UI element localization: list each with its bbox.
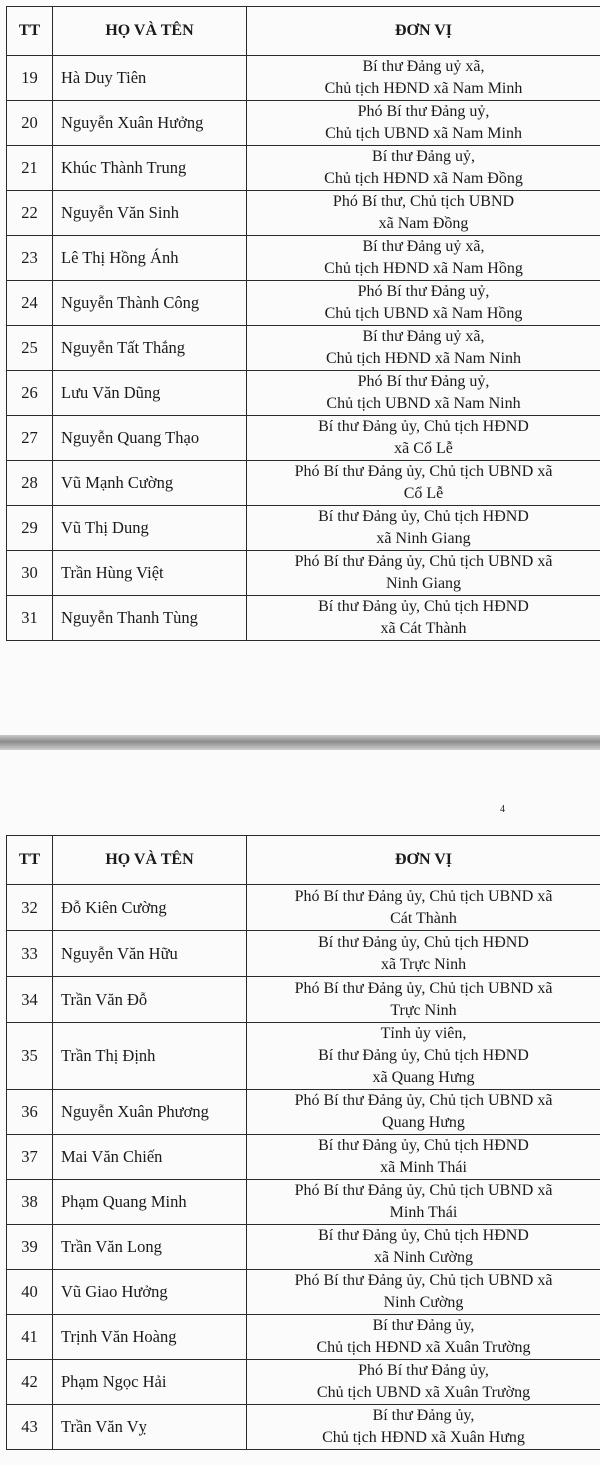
header-tt: TT bbox=[7, 7, 53, 56]
table-row bbox=[7, 1135, 600, 1180]
row-number: 32 bbox=[7, 885, 53, 931]
person-name: Lưu Văn Dũng bbox=[53, 371, 247, 416]
unit-title: Bí thư Đảng ủy, Chủ tịch HĐND xã Ninh Giang bbox=[247, 506, 600, 551]
row-number: 19 bbox=[7, 56, 53, 101]
person-name: Nguyễn Tất Thắng bbox=[53, 326, 247, 371]
table-row bbox=[7, 506, 600, 551]
row-number: 34 bbox=[7, 977, 53, 1023]
unit-title: Phó Bí thư Đảng uỷ, Chủ tịch UBND xã Nam Hồng bbox=[247, 281, 600, 326]
person-name: Nguyễn Thanh Tùng bbox=[53, 596, 247, 641]
table-row bbox=[7, 101, 600, 146]
row-number: 26 bbox=[7, 371, 53, 416]
unit-title: Phó Bí thư, Chủ tịch UBND xã Nam Đồng bbox=[247, 191, 600, 236]
row-number: 23 bbox=[7, 236, 53, 281]
table-row bbox=[7, 931, 600, 977]
row-number: 42 bbox=[7, 1360, 53, 1405]
person-name: Nguyễn Văn Hữu bbox=[53, 931, 247, 977]
table-row bbox=[7, 281, 600, 326]
unit-title: Phó Bí thư Đảng ủy, Chủ tịch UBND xã Minh Thái bbox=[247, 1180, 600, 1225]
person-name: Khúc Thành Trung bbox=[53, 146, 247, 191]
unit-title: Bí thư Đảng ủy, Chủ tịch HĐND xã Ninh Cường bbox=[247, 1225, 600, 1270]
header-unit: ĐƠN VỊ bbox=[247, 836, 600, 885]
table-row bbox=[7, 56, 600, 101]
header-tt: TT bbox=[7, 836, 53, 885]
person-name: Vũ Mạnh Cường bbox=[53, 461, 247, 506]
unit-title: Bí thư Đảng ủy, Chủ tịch HĐND xã Trực Ninh bbox=[247, 931, 600, 977]
row-number: 25 bbox=[7, 326, 53, 371]
table-row bbox=[7, 551, 600, 596]
person-name: Vũ Thị Dung bbox=[53, 506, 247, 551]
person-name: Trần Hùng Việt bbox=[53, 551, 247, 596]
person-name: Nguyễn Xuân Phương bbox=[53, 1090, 247, 1135]
person-name: Trần Văn Long bbox=[53, 1225, 247, 1270]
row-number: 38 bbox=[7, 1180, 53, 1225]
unit-title: Phó Bí thư Đảng ủy, Chủ tịch UBND xã Cát Thành bbox=[247, 885, 600, 931]
unit-title: Bí thư Đảng ủy, Chủ tịch HĐND xã Cát Thành bbox=[247, 596, 600, 641]
unit-title: Phó Bí thư Đảng ủy, Chủ tịch UBND xã Quang Hưng bbox=[247, 1090, 600, 1135]
table-row bbox=[7, 191, 600, 236]
page-separator bbox=[0, 735, 600, 750]
table-row bbox=[7, 1405, 600, 1450]
row-number: 30 bbox=[7, 551, 53, 596]
unit-title: Bí thư Đảng uỷ xã, Chủ tịch HĐND xã Nam Minh bbox=[247, 56, 600, 101]
person-name: Vũ Giao Hưởng bbox=[53, 1270, 247, 1315]
unit-title: Bí thư Đảng uỷ, Chủ tịch HĐND xã Nam Đồng bbox=[247, 146, 600, 191]
row-number: 33 bbox=[7, 931, 53, 977]
table-row bbox=[7, 371, 600, 416]
table-row bbox=[7, 885, 600, 931]
row-number: 21 bbox=[7, 146, 53, 191]
table-body-1 bbox=[7, 56, 600, 641]
row-number: 28 bbox=[7, 461, 53, 506]
row-number: 20 bbox=[7, 101, 53, 146]
person-name: Trần Thị Định bbox=[53, 1023, 247, 1090]
table-header-row bbox=[7, 7, 600, 56]
row-number: 27 bbox=[7, 416, 53, 461]
table-row bbox=[7, 416, 600, 461]
page-number: 4 bbox=[500, 804, 505, 815]
table-row bbox=[7, 1270, 600, 1315]
person-name: Đỗ Kiên Cường bbox=[53, 885, 247, 931]
unit-title: Phó Bí thư Đảng uỷ, Chủ tịch UBND xã Nam Ninh bbox=[247, 371, 600, 416]
unit-title: Phó Bí thư Đảng uỷ, Chủ tịch UBND xã Nam Minh bbox=[247, 101, 600, 146]
table-row bbox=[7, 236, 600, 281]
person-name: Phạm Quang Minh bbox=[53, 1180, 247, 1225]
table-row bbox=[7, 1090, 600, 1135]
person-name: Hà Duy Tiên bbox=[53, 56, 247, 101]
table-row bbox=[7, 596, 600, 641]
person-name: Trịnh Văn Hoàng bbox=[53, 1315, 247, 1360]
unit-title: Bí thư Đảng ủy, Chủ tịch HĐND xã Xuân Trường bbox=[247, 1315, 600, 1360]
table-row bbox=[7, 146, 600, 191]
document-page-2 bbox=[0, 750, 600, 1465]
unit-title: Phó Bí thư Đảng ủy, Chủ tịch UBND xã Xuân Trường bbox=[247, 1360, 600, 1405]
row-number: 31 bbox=[7, 596, 53, 641]
row-number: 43 bbox=[7, 1405, 53, 1450]
unit-title: Bí thư Đảng uỷ xã, Chủ tịch HĐND xã Nam Ninh bbox=[247, 326, 600, 371]
row-number: 35 bbox=[7, 1023, 53, 1090]
unit-title: Phó Bí thư Đảng ủy, Chủ tịch UBND xã Ninh Cường bbox=[247, 1270, 600, 1315]
person-name: Nguyễn Quang Thạo bbox=[53, 416, 247, 461]
header-unit: ĐƠN VỊ bbox=[247, 7, 600, 56]
person-name: Nguyễn Xuân Hưởng bbox=[53, 101, 247, 146]
table-row bbox=[7, 461, 600, 506]
person-name: Nguyễn Văn Sinh bbox=[53, 191, 247, 236]
unit-title: Bí thư Đảng ủy, Chủ tịch HĐND xã Cổ Lễ bbox=[247, 416, 600, 461]
table-header-row bbox=[7, 836, 600, 885]
row-number: 22 bbox=[7, 191, 53, 236]
person-name: Mai Văn Chiến bbox=[53, 1135, 247, 1180]
person-name: Phạm Ngọc Hải bbox=[53, 1360, 247, 1405]
unit-title: Bí thư Đảng uỷ xã, Chủ tịch HĐND xã Nam Hồng bbox=[247, 236, 600, 281]
table-row bbox=[7, 1180, 600, 1225]
row-number: 41 bbox=[7, 1315, 53, 1360]
table-row bbox=[7, 1225, 600, 1270]
officials-table-2 bbox=[6, 835, 600, 1450]
officials-table-1 bbox=[6, 6, 600, 641]
table-row bbox=[7, 1360, 600, 1405]
table-row bbox=[7, 977, 600, 1023]
person-name: Trần Văn Đỗ bbox=[53, 977, 247, 1023]
unit-title: Phó Bí thư Đảng ủy, Chủ tịch UBND xã Ninh Giang bbox=[247, 551, 600, 596]
row-number: 39 bbox=[7, 1225, 53, 1270]
row-number: 37 bbox=[7, 1135, 53, 1180]
table-row bbox=[7, 326, 600, 371]
unit-title: Phó Bí thư Đảng ủy, Chủ tịch UBND xã Cổ Lễ bbox=[247, 461, 600, 506]
table-body-2 bbox=[7, 885, 600, 1450]
table-row bbox=[7, 1315, 600, 1360]
person-name: Lê Thị Hồng Ánh bbox=[53, 236, 247, 281]
row-number: 29 bbox=[7, 506, 53, 551]
row-number: 36 bbox=[7, 1090, 53, 1135]
unit-title: Bí thư Đảng ủy, Chủ tịch HĐND xã Xuân Hưng bbox=[247, 1405, 600, 1450]
row-number: 40 bbox=[7, 1270, 53, 1315]
person-name: Trần Văn Vỵ bbox=[53, 1405, 247, 1450]
header-name: HỌ VÀ TÊN bbox=[53, 836, 247, 885]
row-number: 24 bbox=[7, 281, 53, 326]
person-name: Nguyễn Thành Công bbox=[53, 281, 247, 326]
unit-title: Bí thư Đảng ủy, Chủ tịch HĐND xã Minh Thái bbox=[247, 1135, 600, 1180]
unit-title: Phó Bí thư Đảng ủy, Chủ tịch UBND xã Trực Ninh bbox=[247, 977, 600, 1023]
unit-title: Tỉnh ủy viên, Bí thư Đảng ủy, Chủ tịch HĐND xã Quang Hưng bbox=[247, 1023, 600, 1090]
table-row bbox=[7, 1023, 600, 1090]
header-name: HỌ VÀ TÊN bbox=[53, 7, 247, 56]
